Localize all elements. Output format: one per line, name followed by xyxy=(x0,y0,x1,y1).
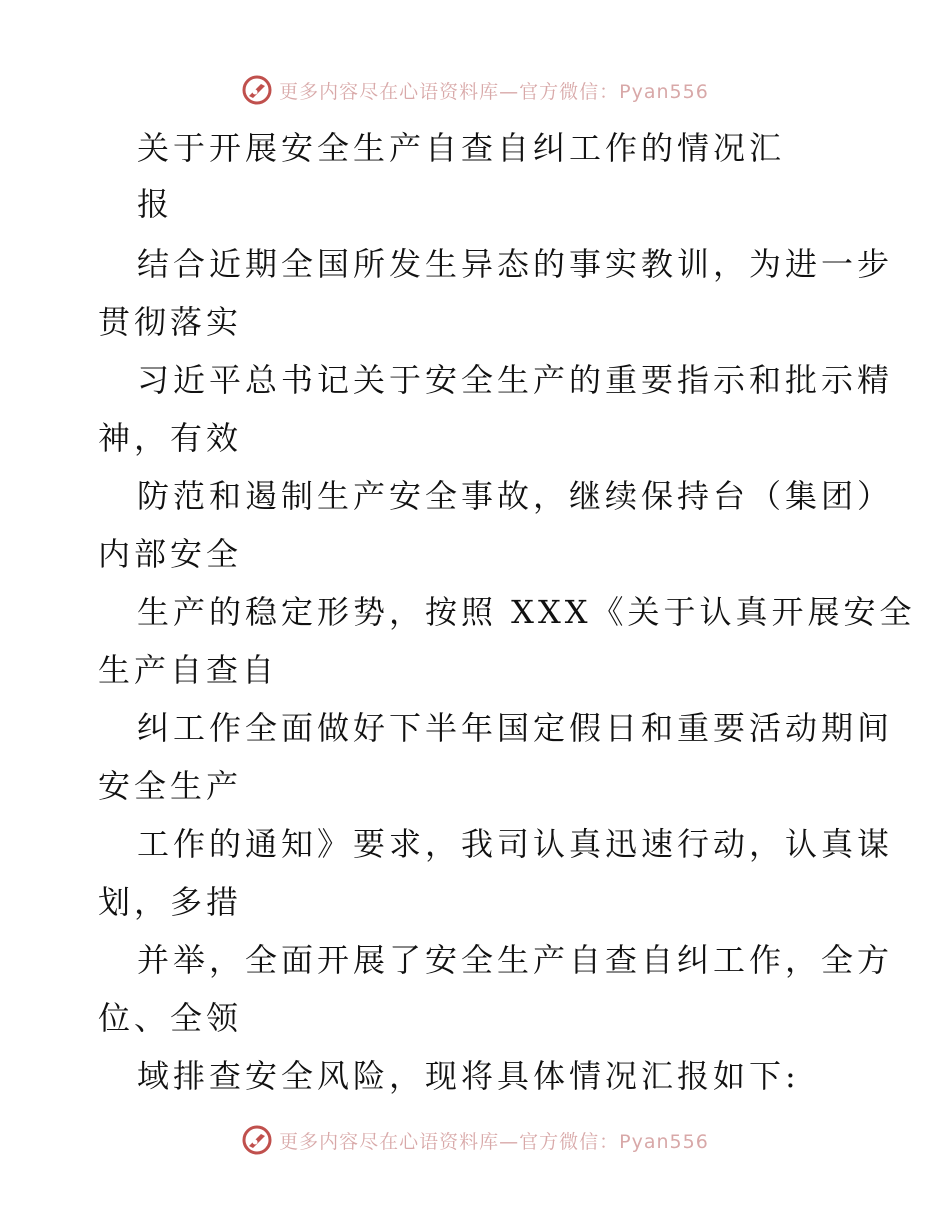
document-title-line-1: 关于开展安全生产自查自纠工作的情况汇 xyxy=(137,129,786,167)
paragraph-line: 防范和遏制生产安全事故，继续保持台（集团） xyxy=(137,477,894,515)
paragraph-line: 域排查安全风险，现将具体情况汇报如下: xyxy=(137,1057,800,1095)
paragraph-line: 并举，全面开展了安全生产自查自纠工作，全方 xyxy=(137,941,894,979)
logo-icon xyxy=(241,1124,273,1156)
document-title-line-2: 报 xyxy=(137,185,174,223)
watermark-text: 更多内容尽在心语资料库—官方微信：Pyan556 xyxy=(279,80,709,103)
paragraph-line: 生产的稳定形势，按照 XXX《关于认真开展安全 xyxy=(137,593,916,631)
watermark-footer xyxy=(0,1120,950,1160)
paragraph-line: 神，有效 xyxy=(98,419,243,457)
paragraph-line: 安全生产 xyxy=(98,767,243,805)
paragraph-line: 贯彻落实 xyxy=(98,303,243,341)
watermark-header xyxy=(0,70,950,110)
paragraph-line: 纠工作全面做好下半年国定假日和重要活动期间 xyxy=(137,709,894,747)
paragraph-line: 工作的通知》要求，我司认真迅速行动，认真谋 xyxy=(137,825,894,863)
paragraph-line: 位、全领 xyxy=(98,999,243,1037)
paragraph-line: 习近平总书记关于安全生产的重要指示和批示精 xyxy=(137,361,894,399)
watermark-text: 更多内容尽在心语资料库—官方微信：Pyan556 xyxy=(279,1130,709,1153)
paragraph-line: 划，多措 xyxy=(98,883,243,921)
paragraph-line: 结合近期全国所发生异态的事实教训，为进一步 xyxy=(137,245,894,283)
logo-icon xyxy=(241,74,273,106)
paragraph-line: 内部安全 xyxy=(98,535,243,573)
paragraph-line: 生产自查自 xyxy=(98,651,279,689)
